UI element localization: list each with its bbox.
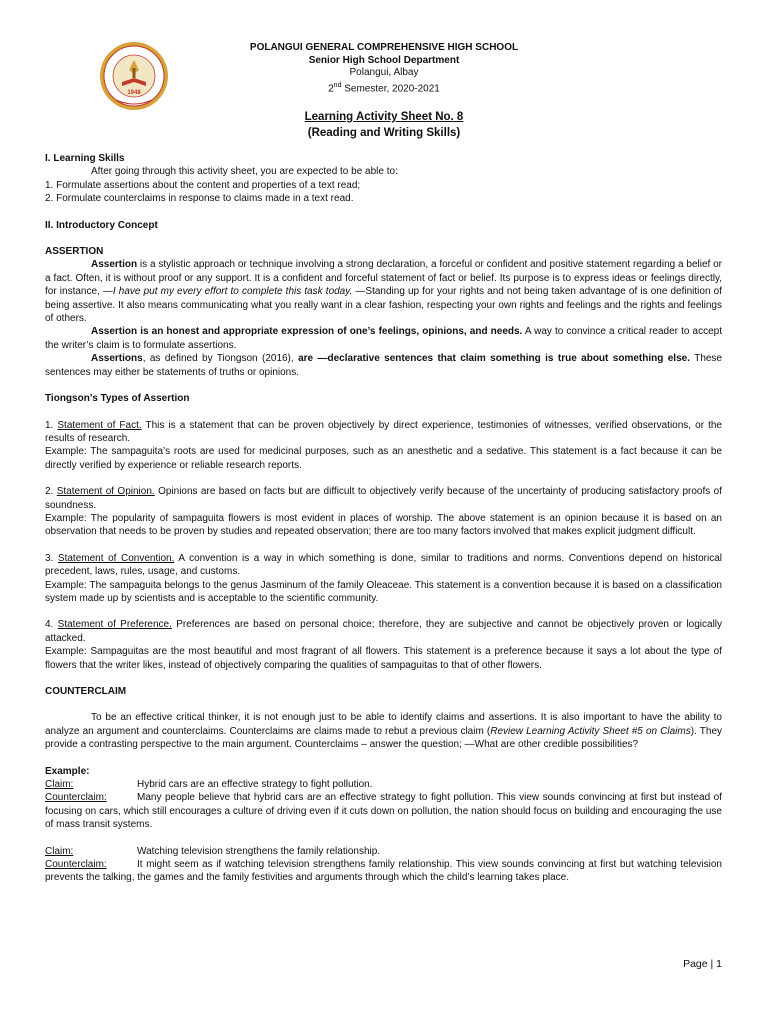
document-body [45,152,722,885]
school-header [0,42,768,95]
learning-skills-intro: After going through this activity sheet, you are expected to be able to: [91,166,398,178]
type-fact-example: Example: The sampaguita’s roots are used for medicinal purposes, such as an anesthetic and a sedative. This statement is a fact because it can be directly verified by experience or reliable research reports. [45,446,722,471]
page-number: Page | 1 [683,958,722,970]
introductory-concept-heading: II. Introductory Concept [45,219,158,231]
school-location: Polangui, Albay [349,67,419,78]
assertion-paragraph-2: Assertion is an honest and appropriate expression of one’s feelings, opinions, and needs. A way to convince a critical reader to accept the writer’s claim is to formulate assertions. [45,326,722,351]
assertion-paragraph-3: Assertions, as defined by Tiongson (2016), are —declarative sentences that claim something is true about something else. These sentences may either be statements of truths or opinions. [45,353,722,378]
sheet-title [0,109,768,141]
sheet-title-line1: Learning Activity Sheet No. 8 [304,111,464,123]
example-counterclaim-2: Counterclaim: It might seem as if watching television strengthens family relationship. This view sounds convincing at first but watching television prevents the talking, the games and the family festivities and arguments through which the child’s learning takes place. [45,859,722,884]
learning-skill-item: 1. Formulate assertions about the content and properties of a text read; [45,179,361,191]
type-preference-example: Example: Sampaguitas are the most beautiful and most fragrant of all flowers. This statement is a preference because it says a lot about the type of flowers that the writer likes, instead of objectively comparing the qualities of sampaguitas to that of other flowers. [45,646,722,671]
sheet-title-line2: (Reading and Writing Skills) [307,127,461,139]
counterclaim-paragraph: To be an effective critical thinker, it is not enough just to be able to identify claims and assertions. It is also important to have the ability to analyze an argument and counterclaims. Counterclaims are claims made to rebut a previous claim (Review Learning Activity Sheet #5 on Claims). They provide a contrasting perspective to the main argument. Counterclaims – answer the question; —What are other credible possibilities? [45,712,723,751]
type-opinion-definition: 2. Statement of Opinion. Opinions are based on facts but are difficult to objectively verify because of the uncertainty of producing satisfactory proofs of soundness. [45,486,722,511]
svg-text:1948: 1948 [127,90,141,96]
assertion-heading: ASSERTION [45,246,104,258]
type-convention-example: Example: The sampaguita belongs to the genus Jasminum of the family Oleaceae. This statement is a convention because it is based on a classification system made up by scientists and is acceptable to the scientific community. [45,579,722,604]
examples-heading: Example: [45,765,90,777]
example-claim-2: Claim: Watching television strengthens the family relationship. [45,845,381,857]
learning-skill-item: 2. Formulate counterclaims in response to claims made in a text read. [45,193,354,205]
example-counterclaim-1: Counterclaim: Many people believe that hybrid cars are an effective strategy to fight pollution. This view sounds convincing at first but instead of focusing on cars, which still encourages a culture of driving even if it cuts down on pollution, the nation should focus on building and encouraging the use of mass transit systems. [45,792,722,831]
department-name: Senior High School Department [308,54,460,66]
assertion-types-heading: Tiongson’s Types of Assertion [45,393,190,405]
assertion-paragraph-1: Assertion is a stylistic approach or technique involving a strong declaration, a forceful or confident and positive statement regarding a belief or a fact. Often, it is without proof or any support. It is a confident and forceful statement of fact or belief. Its purpose is to express ideas or feelings directly, for instance, —I have put my every effort to complete this task today. —Standing up for your rights and not being taken advantage of is one definition of being assertive. It also means communicating what you really want in a clear fashion, respecting your own rights and feelings and the rights and feelings of others. [45,259,722,325]
counterclaim-heading: COUNTERCLAIM [45,686,127,697]
type-opinion-example: Example: The popularity of sampaguita flowers is most evident in places of worship. The above statement is an opinion because it is based on an observation that needs to be proven by studies and repeated observation; there are too many factors involved that makes explicit judgment difficult. [45,512,722,538]
type-preference-definition: 4. Statement of Preference. Preferences are based on personal choice; therefore, they are subjective and cannot be objectively proven or logically attacked. [45,619,723,644]
type-convention-definition: 3. Statement of Convention. A convention is a way in which something is done, similar to traditions and norms. Conventions depend on historical precedent, laws, rules, usage, and customs. [45,552,722,578]
semester-line: 2nd Semester, 2020-2021 [328,81,440,94]
learning-skills-heading: I. Learning Skills [45,153,125,164]
school-name: POLANGUI GENERAL COMPREHENSIVE HIGH SCHOOL [249,42,519,53]
example-claim-1: Claim: Hybrid cars are an effective strategy to fight pollution. [45,779,373,791]
type-fact-definition: 1. Statement of Fact. This is a statement that can be proven objectively by direct experience, testimonies of witnesses, verified observations, or the results of research. [45,419,722,444]
